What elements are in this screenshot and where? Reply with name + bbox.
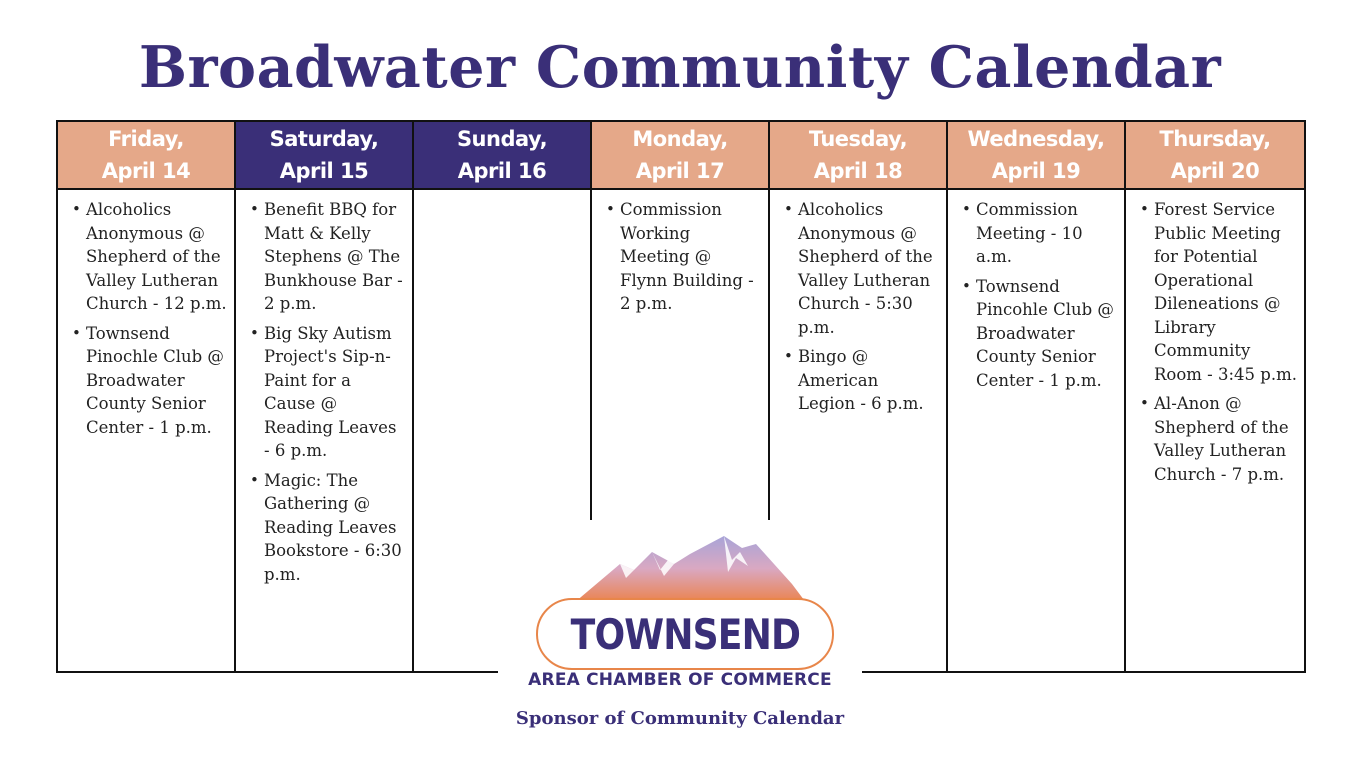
day-date: April 18 xyxy=(813,159,903,183)
day-header xyxy=(948,122,1124,190)
event-list xyxy=(414,190,590,198)
page-title: Broadwater Community Calendar xyxy=(138,34,1222,101)
day-name: Thursday, xyxy=(1159,127,1271,151)
event-item: • Benefit BBQ for Matt & Kelly Stephens @ The Bunkhouse Bar - 2 p.m. xyxy=(250,198,406,316)
day-name: Friday, xyxy=(108,127,184,151)
day-header xyxy=(414,122,590,190)
day-column-friday xyxy=(58,122,236,671)
event-item: • Townsend Pincohle Club @ Broadwater County Senior Center - 1 p.m. xyxy=(962,275,1118,393)
day-date: April 20 xyxy=(1170,159,1260,183)
day-name: Saturday, xyxy=(269,127,379,151)
day-name: Monday, xyxy=(632,127,728,151)
event-item: • Townsend Pinochle Club @ Broadwater County Senior Center - 1 p.m. xyxy=(72,322,228,440)
event-list xyxy=(1126,190,1304,486)
day-header xyxy=(58,122,234,190)
event-item: • Commission Meeting - 10 a.m. xyxy=(962,198,1118,269)
event-item: • Alcoholics Anonymous @ Shepherd of the Valley Lutheran Church - 5:30 p.m. xyxy=(784,198,940,339)
logo-subtitle: AREA CHAMBER OF COMMERCE xyxy=(528,670,832,690)
chamber-logo xyxy=(498,520,862,740)
day-column-wednesday xyxy=(948,122,1126,671)
event-list xyxy=(770,190,946,416)
day-date: April 19 xyxy=(991,159,1081,183)
day-name: Wednesday, xyxy=(967,127,1105,151)
day-header xyxy=(770,122,946,190)
event-list xyxy=(236,190,412,586)
event-item: • Big Sky Autism Project's Sip-n-Paint for a Cause @ Reading Leaves - 6 p.m. xyxy=(250,322,406,463)
day-date: April 15 xyxy=(279,159,369,183)
day-header xyxy=(1126,122,1304,190)
sponsor-text: Sponsor of Community Calendar xyxy=(515,708,845,729)
event-item: • Forest Service Public Meeting for Potential Operational Dileneations @ Library Community Room - 3:45 p.m. xyxy=(1140,198,1298,386)
day-name: Tuesday, xyxy=(808,127,908,151)
event-item: • Magic: The Gathering @ Reading Leaves Bookstore - 6:30 p.m. xyxy=(250,469,406,587)
day-column-thursday xyxy=(1126,122,1304,671)
logo-name: TOWNSEND xyxy=(570,609,800,659)
event-list xyxy=(592,190,768,316)
day-date: April 17 xyxy=(635,159,725,183)
event-item: • Alcoholics Anonymous @ Shepherd of the Valley Lutheran Church - 12 p.m. xyxy=(72,198,228,316)
event-list xyxy=(58,190,234,439)
event-item: • Commission Working Meeting @ Flynn Building - 2 p.m. xyxy=(606,198,762,316)
event-item: • Al-Anon @ Shepherd of the Valley Lutheran Church - 7 p.m. xyxy=(1140,392,1298,486)
day-header xyxy=(236,122,412,190)
logo-name-badge xyxy=(536,598,834,670)
day-header xyxy=(592,122,768,190)
day-date: April 16 xyxy=(457,159,547,183)
day-date: April 14 xyxy=(101,159,191,183)
day-column-saturday xyxy=(236,122,414,671)
day-name: Sunday, xyxy=(456,127,548,151)
event-item: • Bingo @ American Legion - 6 p.m. xyxy=(784,345,940,416)
event-list xyxy=(948,190,1124,392)
